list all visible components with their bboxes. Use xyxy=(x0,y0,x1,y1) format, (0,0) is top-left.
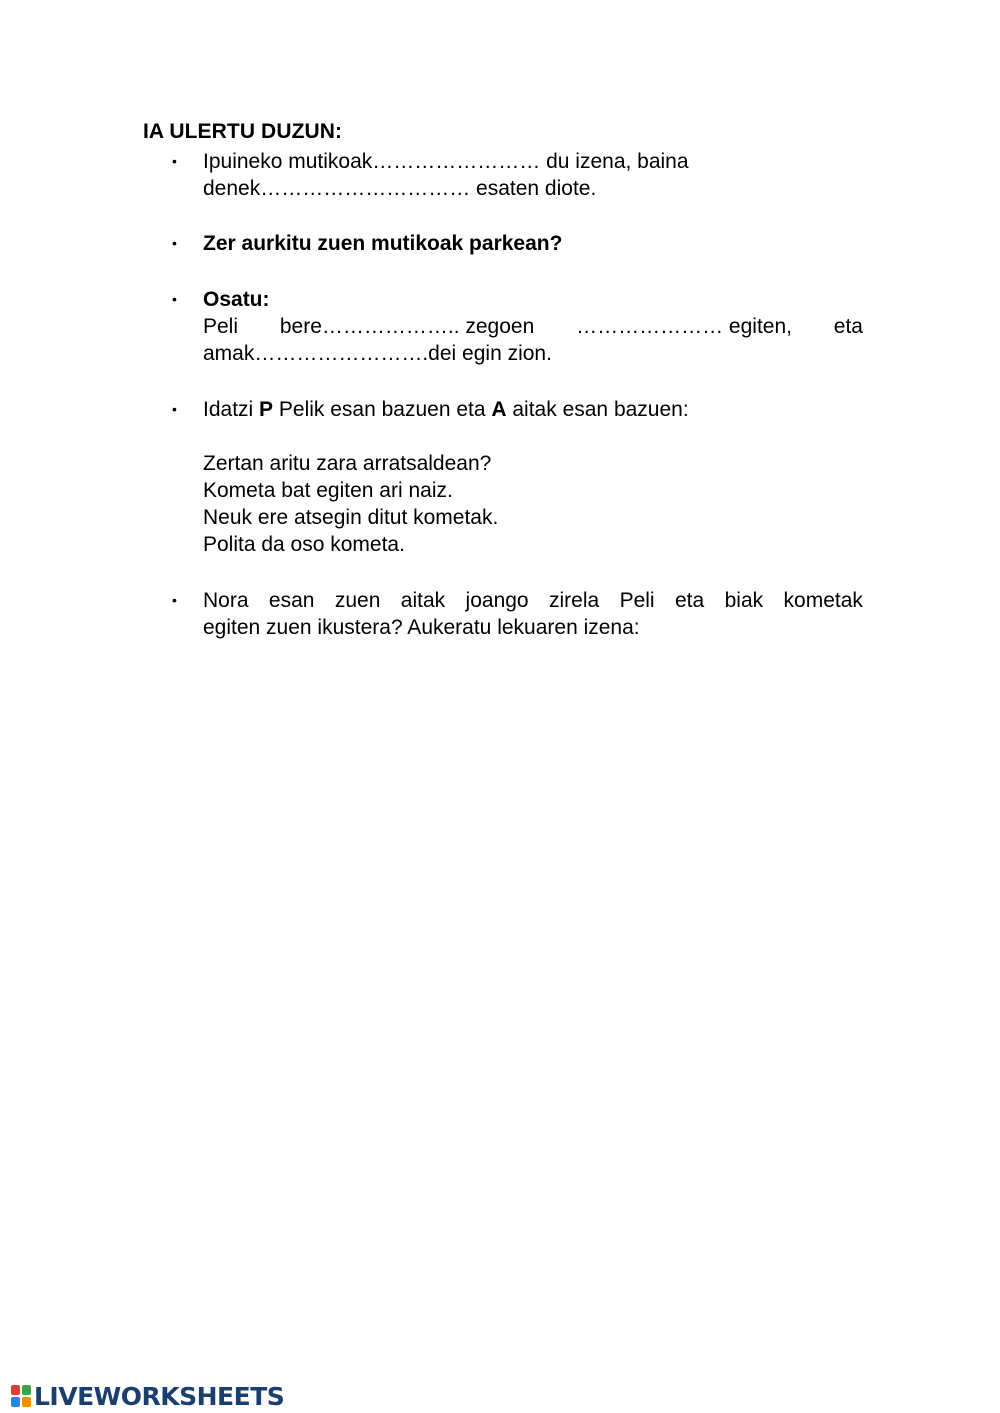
question-3-line-2: amak…………………….dei egin zion. xyxy=(203,342,552,365)
question-3-word: Peli xyxy=(203,315,239,338)
bullet-icon: • xyxy=(172,401,177,417)
logo-square-icon xyxy=(22,1397,31,1407)
question-4-sentences xyxy=(203,450,863,558)
question-5 xyxy=(203,587,863,641)
logo-square-icon xyxy=(22,1385,31,1395)
question-5-word: zuen xyxy=(334,589,381,612)
question-3-label: Osatu: xyxy=(203,288,270,311)
question-1-line-1: Ipuineko mutikoak…………………… du izena, baina xyxy=(203,150,689,173)
logo-square-icon xyxy=(11,1397,20,1407)
question-3-word: ………………… egiten, xyxy=(576,315,792,338)
letter-a: A xyxy=(491,398,507,421)
question-3-line-1 xyxy=(203,313,863,340)
bullet-icon: • xyxy=(172,291,177,307)
sentence-item: Neuk ere atsegin ditut kometak. xyxy=(203,506,499,529)
question-5-word: aitak xyxy=(400,589,446,612)
sentence-item: Polita da oso kometa. xyxy=(203,533,405,556)
question-1 xyxy=(203,148,863,202)
question-2: Zer aurkitu zuen mutikoak parkean? xyxy=(203,232,563,255)
bullet-icon: • xyxy=(172,235,177,251)
question-5-word: joango xyxy=(465,589,529,612)
logo-text: LIVEWORKSHEETS xyxy=(34,1381,285,1411)
question-3-word: eta xyxy=(833,315,863,338)
question-4-instruction xyxy=(203,396,863,423)
question-5-word: Nora xyxy=(203,589,249,612)
question-1-line-2: denek………………………… esaten diote. xyxy=(203,177,597,200)
sentence-item: Zertan aritu zara arratsaldean? xyxy=(203,452,492,475)
page-title: IA ULERTU DUZUN: xyxy=(143,120,343,143)
question-5-word: kometak xyxy=(783,589,863,612)
question-5-word: zirela xyxy=(549,589,600,612)
liveworksheets-logo xyxy=(10,1383,284,1409)
logo-square-icon xyxy=(11,1385,20,1395)
instruction-middle: Pelik esan bazuen eta xyxy=(273,398,492,421)
bullet-icon: • xyxy=(172,153,177,169)
bullet-icon: • xyxy=(172,592,177,608)
question-5-word: Peli xyxy=(619,589,655,612)
question-3 xyxy=(203,286,863,367)
question-5-word: esan xyxy=(268,589,315,612)
instruction-prefix: Idatzi xyxy=(203,398,260,421)
question-3-word: bere……………….. zegoen xyxy=(279,315,535,338)
logo-blocks-icon xyxy=(10,1384,32,1408)
question-5-word: biak xyxy=(724,589,764,612)
instruction-suffix: aitak esan bazuen: xyxy=(506,398,689,421)
sentence-item: Kometa bat egiten ari naiz. xyxy=(203,479,453,502)
letter-p: P xyxy=(259,398,274,421)
question-5-word: eta xyxy=(675,589,705,612)
question-5-line-2: egiten zuen ikustera? Aukeratu lekuaren izena: xyxy=(203,616,640,639)
question-5-line-1 xyxy=(203,587,863,614)
question-4 xyxy=(203,396,863,423)
